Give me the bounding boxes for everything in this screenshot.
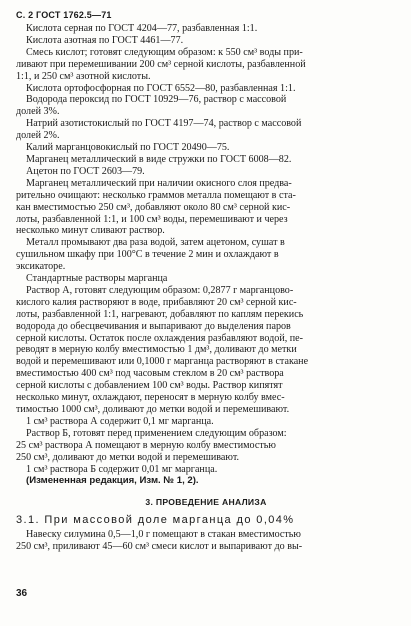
text-line: Стандартные растворы марганца [26, 273, 168, 285]
text-line: Натрий азотистокислый по ГОСТ 4197—74, раствор с массовой [26, 118, 302, 130]
text-line: рительно очищают: несколько граммов металла помещают в ста- [16, 189, 296, 201]
text-line: Калий марганцовокислый по ГОСТ 20490—75. [26, 142, 230, 154]
text-line: ливают при перемешивании 200 см³ серной кислоты, разбавленной [16, 58, 306, 70]
subsection-heading: 3.1. При массовой доле марганца до 0,04% [16, 514, 295, 527]
text-line: Навеску силумина 0,5—1,0 г помещают в стакан вместимостью [26, 529, 301, 541]
text-line: 250 см³, приливают 45—60 см³ смеси кислот и выпаривают до вы- [16, 541, 303, 553]
document-page [16, 10, 396, 553]
text-line: кан вместимостью 250 см³, добавляют около 80 см³ серной кис- [16, 201, 291, 213]
text-line: долей 2%. [16, 130, 60, 142]
text-line: кислого калия растворяют в воде, прибавляют 20 см³ серной кис- [16, 296, 297, 308]
subsection-text [16, 529, 396, 553]
page-number: 36 [16, 588, 28, 599]
text-line: Водорода пероксид по ГОСТ 10929—76, раствор с массовой [26, 94, 287, 106]
text-line: (Измененная редакция, Изм. № 1, 2). [26, 475, 199, 487]
text-line: несколько минут, охлаждают, переносят в мерную колбу вмес- [16, 392, 285, 404]
page-header: С. 2 ГОСТ 1762.5—71 [16, 10, 112, 20]
text-line: Марганец металлический в виде стружки по ГОСТ 6008—82. [26, 153, 292, 165]
text-line: 1:1, и 250 см³ азотной кислоты. [16, 70, 151, 82]
text-line: Раствор А, готовят следующим образом: 0,2877 г марганцово- [26, 284, 294, 296]
text-line: Металл промывают два раза водой, затем ацетоном, сушат в [26, 237, 285, 249]
body-text [16, 23, 396, 487]
text-line: несколько минут сливают раствор. [16, 225, 165, 237]
text-line: Кислота серная по ГОСТ 4204—77, разбавленная 1:1. [26, 23, 258, 34]
text-line: Ацетон по ГОСТ 2603—79. [26, 165, 145, 177]
text-line: Кислота азотная по ГОСТ 4461—77. [26, 34, 184, 46]
section-title: 3. ПРОВЕДЕНИЕ АНАЛИЗА [145, 497, 267, 508]
text-line: тимостью 1000 см³, доливают до метки водой и перемешивают. [16, 404, 290, 415]
text-line: серной кислоты. Остаток после охлаждения разбавляют водой, пе- [16, 332, 304, 344]
text-line: Смесь кислот; готовят следующим образом: к 550 см³ воды при- [26, 46, 303, 58]
text-line: Марганец металлический при наличии окисного слоя предва- [26, 177, 292, 189]
text-line: 1 см³ раствора Б содержит 0,01 мг марганца. [26, 463, 218, 475]
text-line: Раствор Б, готовят перед применением следующим образом: [26, 427, 287, 439]
text-line: эксикаторе. [16, 261, 66, 273]
text-line: серной кислоты с добавлением 100 см³ воды. Раствор кипятят [16, 380, 283, 392]
text-line: 1 см³ раствора А содержит 0,1 мг марганца. [26, 415, 214, 427]
text-line: Кислота ортофосфорная по ГОСТ 6552—80, разбавленная 1:1. [26, 82, 296, 94]
text-line: лоты, разбавленной 1:1, и 100 см³ воды, перемешивают и через [16, 213, 288, 225]
text-line: лоты, разбавленной 1:1, нагревают, добавляют по каплям перекись [16, 308, 304, 320]
text-line: вместимостью 400 см³ под часовым стеклом в 20 см³ раствора [16, 368, 284, 380]
text-line: водой и перемешивают или 0,1000 г марганца растворяют в стакане [16, 356, 309, 368]
text-line: долей 3%. [16, 106, 60, 118]
text-line: реводят в мерную колбу вместимостью 1 дм³, доливают до метки [16, 344, 297, 356]
text-line: 25 см³ раствора А помещают в мерную колбу вместимостью [16, 439, 276, 451]
text-line: сушильном шкафу при 100°С в течение 2 мин и охлаждают в [16, 249, 279, 261]
text-line: 250 см³, доливают до метки водой и перемешивают. [16, 451, 239, 463]
text-line: водорода до обесцвечивания и выпаривают до выделения паров [16, 320, 291, 332]
